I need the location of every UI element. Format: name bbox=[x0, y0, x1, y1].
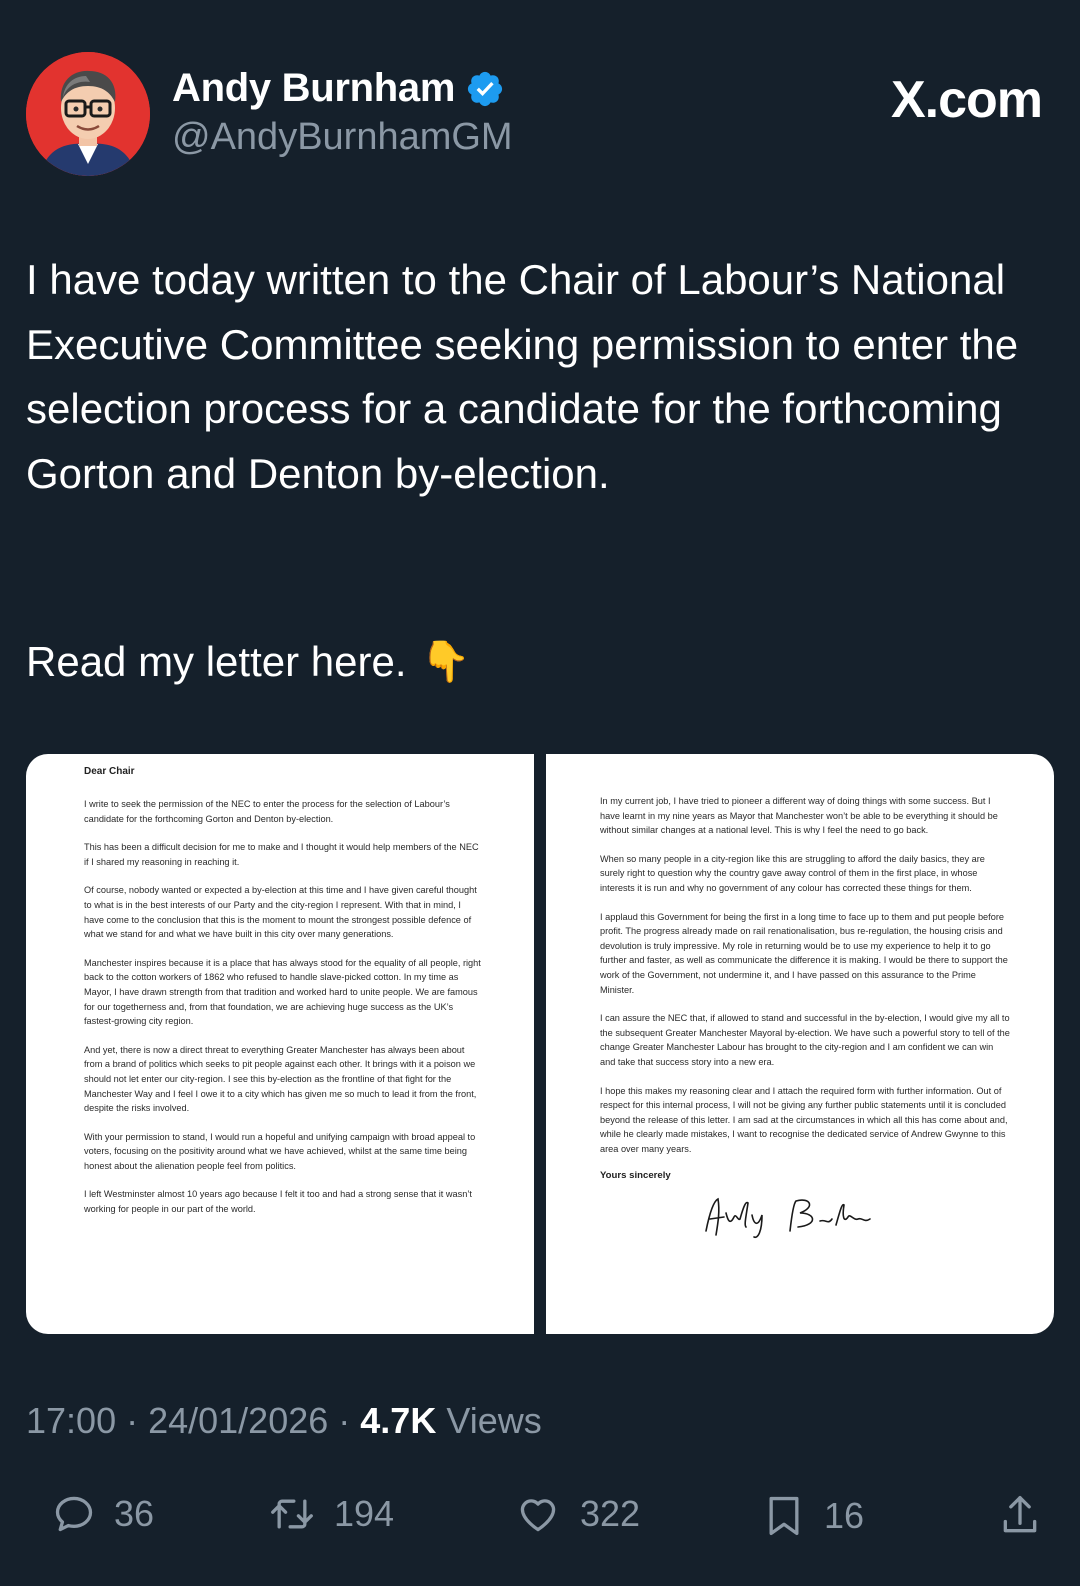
tweet-time[interactable]: 17:00 bbox=[26, 1400, 117, 1441]
bookmark-button[interactable] bbox=[762, 1492, 864, 1540]
letter-paragraph: I left Westminster almost 10 years ago because I felt it too and had a strong sense that it wasn’t working for people in our part of the world. bbox=[84, 1189, 472, 1215]
tweet-meta bbox=[26, 1400, 542, 1442]
letter-paragraph: And yet, there is now a direct threat to everything Greater Manchester has always been about from a brand of politics which seeks to pit people against each other. It brings with it a poison we should not let enter our city-region. I see this by-election as the frontline of that fight for the Manchester Way and I feel I owe it to a city which has given me so much to lead it from the front, despite the risks involved. bbox=[84, 1044, 477, 1114]
views-count: 4.7K bbox=[360, 1400, 437, 1441]
bookmark-count: 16 bbox=[824, 1495, 865, 1536]
pointing-down-emoji-icon: 👇 bbox=[420, 640, 471, 684]
tweet-body: I have today written to the Chair of Labour’s National Executive Committee seeking permission to enter the selection process for a candidate for the forthcoming Gorton and Denton by-election. bbox=[26, 256, 1019, 497]
letter-paragraph: I can assure the NEC that, if allowed to stand and successful in the by-election, I would give my all to the subsequent Greater Manchester Mayoral by-election. We have such a powerful story to tell of the change Greater Manchester Labour has brought to the city-region and I am confident we can win and take that success story into a new era. bbox=[600, 1013, 1010, 1067]
letter-paragraph: Manchester inspires because it is a place that has always stood for the equality of all people, right back to the cotton workers of 1862 who refused to handle slave-picked cotton. In my time as Mayor, I have drawn strength from that tradition and worked hard to unite people. We are famous for our togetherness and, from that foundation, we are achieving huge success as the UK’s fastest-growing city region. bbox=[84, 957, 481, 1027]
share-button[interactable] bbox=[998, 1492, 1042, 1540]
reply-button[interactable] bbox=[52, 1492, 154, 1536]
share-icon bbox=[998, 1492, 1042, 1540]
letter-paragraph: With your permission to stand, I would run a hopeful and unifying campaign with broad appeal to voters, focusing on the positivity around what we have achieved, whilst at the same time being honest about the alienation people feel from politics. bbox=[84, 1131, 476, 1171]
meta-separator: · bbox=[328, 1400, 361, 1441]
bookmark-icon bbox=[762, 1492, 806, 1540]
letter-paragraph: When so many people in a city-region like this are struggling to afford the daily basics, they are surely right to question why the country gave away control of them in the first place, in whose interests it is run and why no government of any colour has corrected these things for them. bbox=[600, 853, 985, 893]
letter-salutation: Dear Chair bbox=[84, 766, 135, 777]
meta-separator: · bbox=[116, 1400, 149, 1441]
letter-paragraph: In my current job, I have tried to pioneer a different way of doing things with some success. But I have learnt in my nine years as Mayor that Manchester won’t be able to be everything it should be without similar changes at a national level. This is why I feel the need to go back. bbox=[600, 796, 998, 836]
verified-badge-icon[interactable] bbox=[465, 69, 505, 109]
views-label: Views bbox=[436, 1400, 542, 1441]
reply-count: 36 bbox=[114, 1493, 155, 1534]
author-display-name[interactable]: Andy Burnham bbox=[172, 66, 456, 110]
tweet-cta-line bbox=[26, 630, 470, 694]
tweet-text bbox=[26, 248, 1036, 506]
letter-page-1[interactable] bbox=[26, 754, 534, 1334]
tweet-date[interactable]: 24/01/2026 bbox=[148, 1400, 329, 1441]
author-handle[interactable]: @AndyBurnhamGM bbox=[172, 116, 513, 158]
heart-icon bbox=[514, 1492, 562, 1536]
repost-icon bbox=[268, 1492, 316, 1536]
author-name-row bbox=[172, 66, 505, 111]
letter-paragraph: I write to seek the permission of the NEC to enter the process for the selection of Labour’s candidate for the forthcoming Gorton and Denton by-election. bbox=[84, 799, 450, 824]
like-count: 322 bbox=[580, 1493, 641, 1534]
letter-paragraph: I hope this makes my reasoning clear and I attach the required form with further information. Out of respect for this internal process, I will not be giving any further public statements until it is concluded beyond the release of this letter. I am sad at the circumstances in which all this has come about and, while he clearly made mistakes, I want to recognise the dedicated service of Andrew Gwynne to this area over many years. bbox=[600, 1085, 1008, 1154]
avatar[interactable] bbox=[26, 52, 150, 176]
handwritten-signature bbox=[700, 1191, 900, 1241]
letter-paragraph: This has been a difficult decision for me to make and I thought it would help members of the NEC if I shared my reasoning in reaching it. bbox=[84, 842, 479, 867]
letter-signoff: Yours sincerely bbox=[600, 1170, 671, 1182]
like-button[interactable] bbox=[514, 1492, 640, 1536]
letter-paragraph: Of course, nobody wanted or expected a by-election at this time and I have given careful thought to what is in the best interests of our Party and the city-region I represent. With that in mind, I have come to the conclusion that this is the moment to mount the strongest possible defence of what we stand for and what we have built in this city over many generations. bbox=[84, 885, 477, 940]
tweet-cta: Read my letter here. bbox=[26, 638, 407, 685]
avatar-illustration bbox=[26, 52, 150, 176]
brand-logo-text: X.com bbox=[890, 71, 1042, 129]
repost-button[interactable] bbox=[268, 1492, 394, 1536]
letter-paragraph: I applaud this Government for being the first in a long time to face up to them and put people before profit. The progress already made on rail renationalisation, bus re-regulation, the housing crisis and devolution is truly impressive. My role in returning would be to use my experience to help it to go further and faster, as well as communicate the difference it is making. I would be there to support the work of the Government, not undermine it, and I have passed on this assurance to the Prime Minister. bbox=[600, 911, 1008, 995]
letter-page-2[interactable] bbox=[546, 754, 1054, 1334]
reply-icon bbox=[52, 1492, 96, 1536]
repost-count: 194 bbox=[334, 1493, 395, 1534]
